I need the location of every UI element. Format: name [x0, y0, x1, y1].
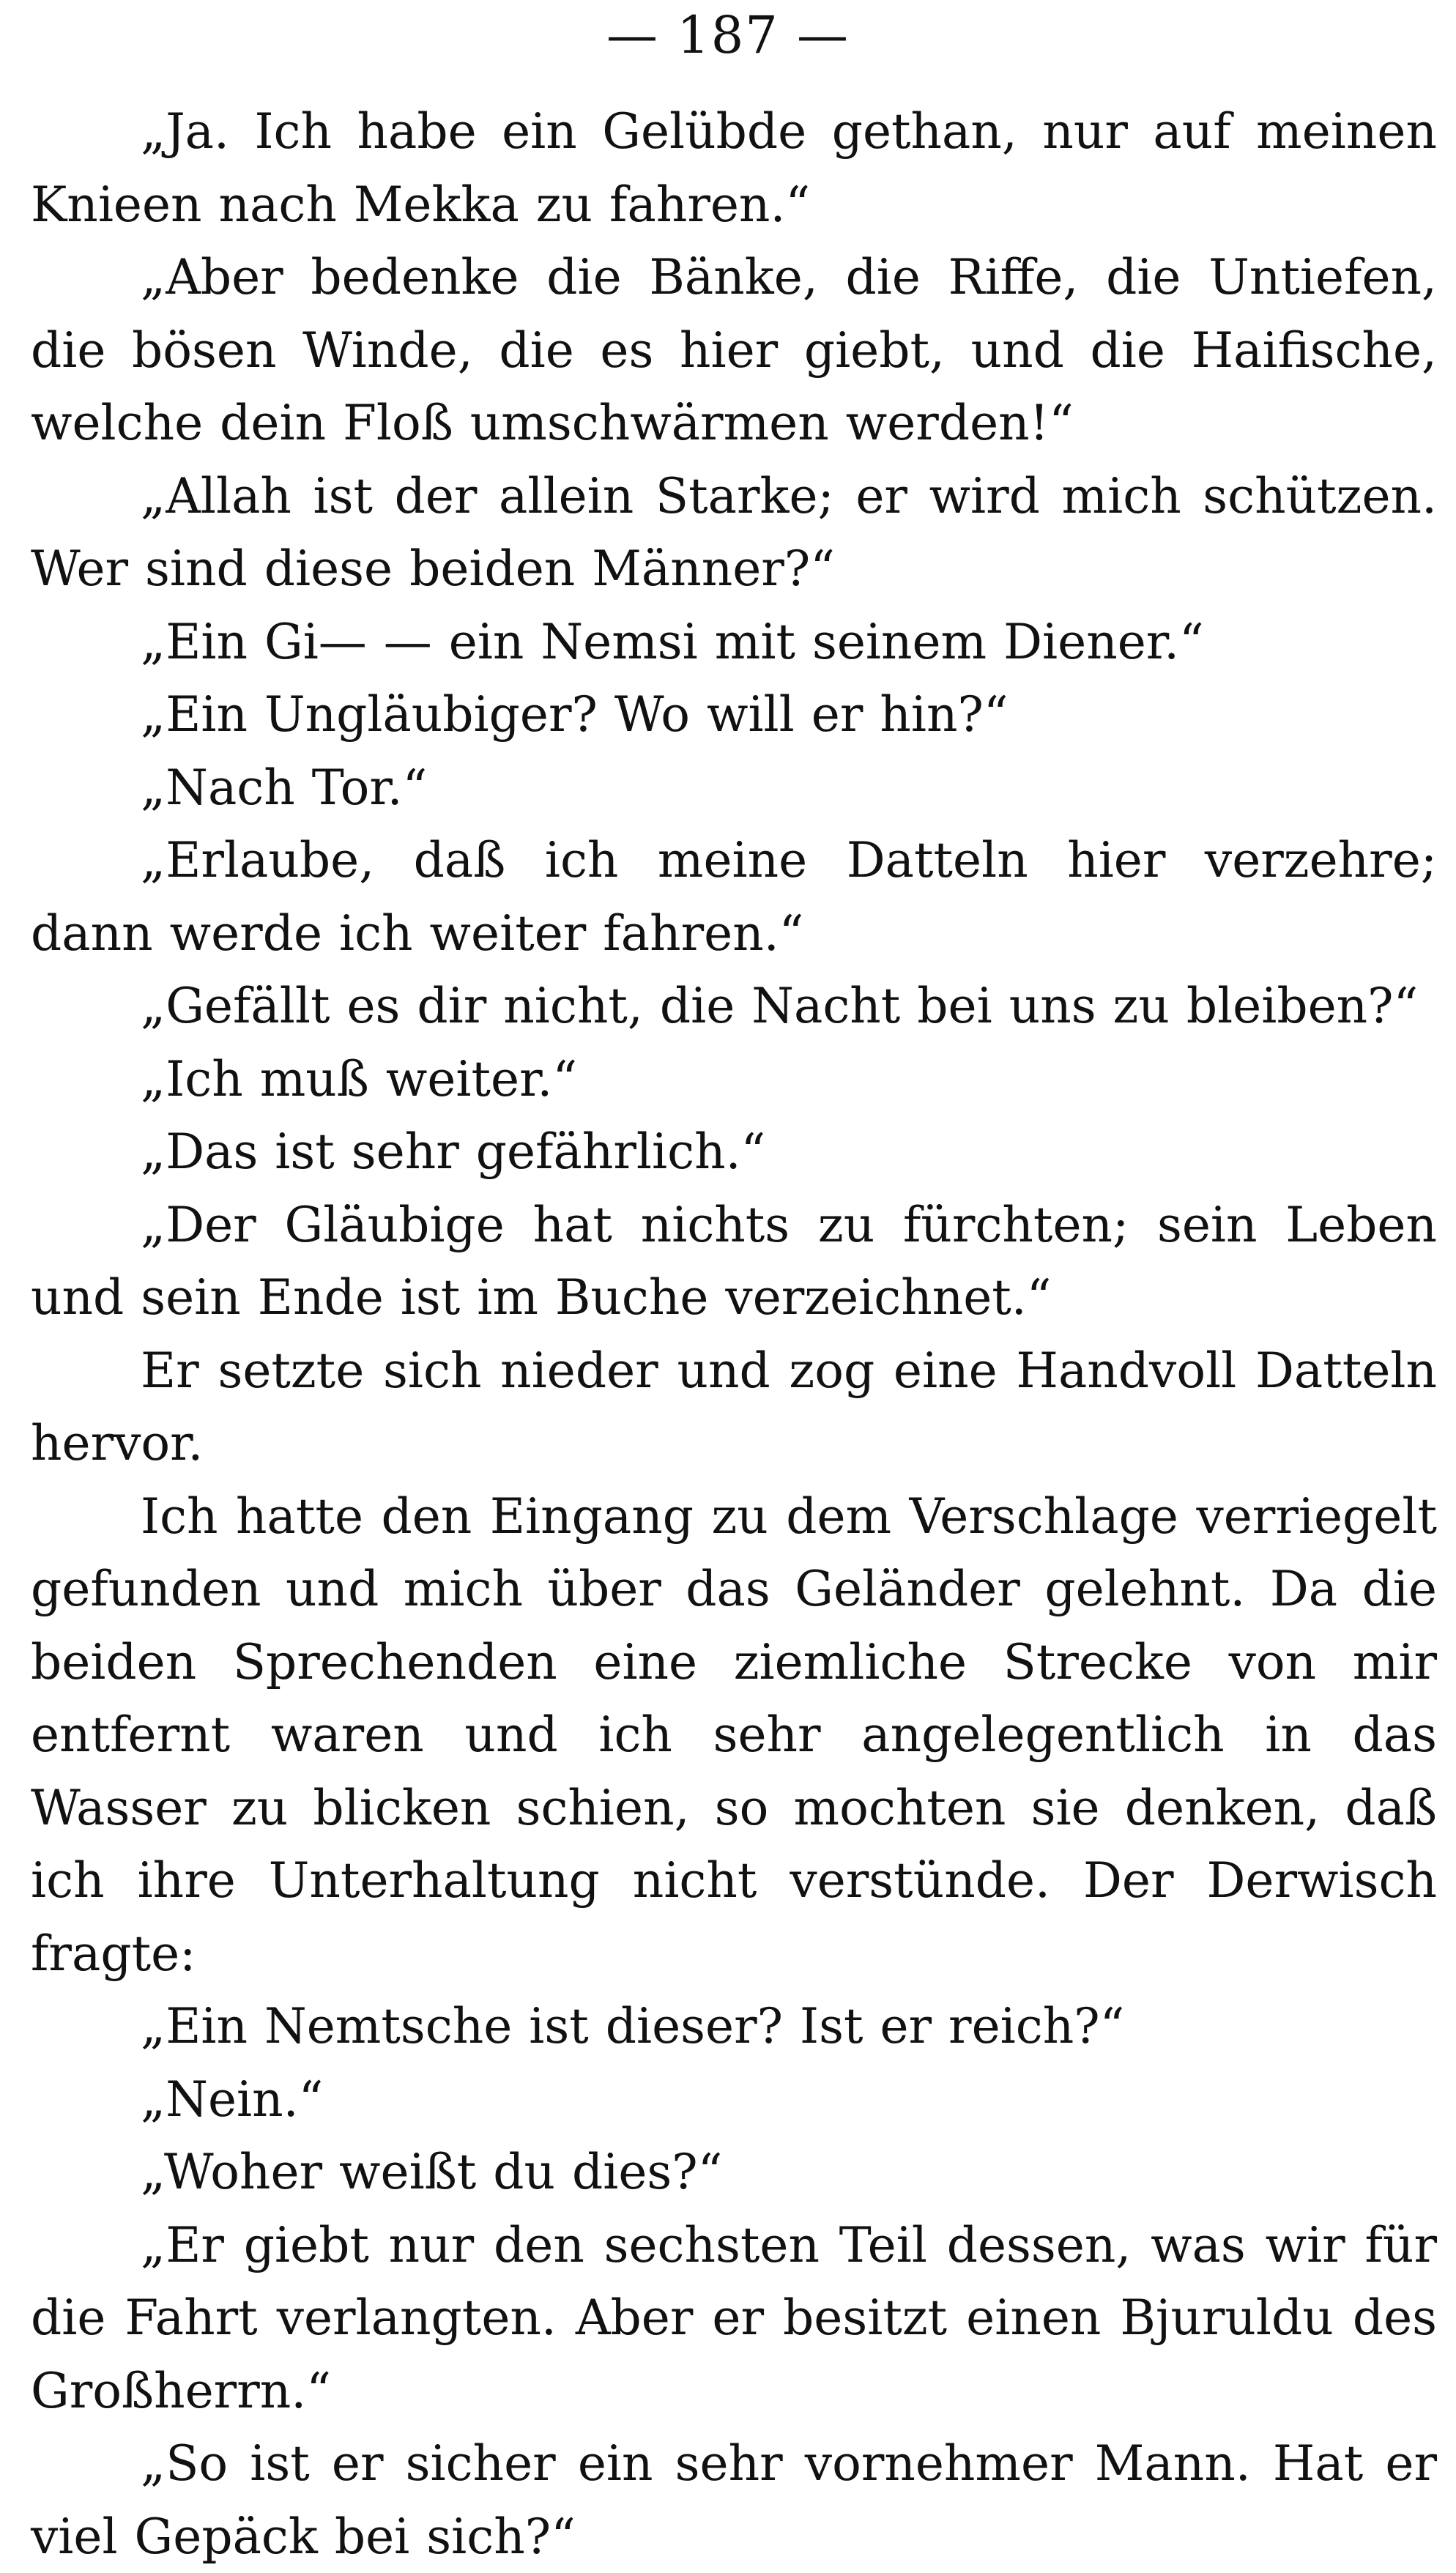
- paragraph: Ich hatte den Eingang zu dem Verschlage verriegelt gefunden und mich über das Geländer gelehnt. Da die beiden Sprechenden eine ziemliche Strecke von mir entfernt waren und ich sehr angelegentlich in das Wasser zu blicken schien, so mochten sie denken, daß ich ihre Unterhaltung nicht verstünde. Der Derwisch fragte:: [31, 1488, 1437, 1982]
- paragraph: „Nein.“: [141, 2071, 324, 2128]
- paragraph: „Das ist sehr gefährlich.“: [141, 1124, 766, 1180]
- paragraph: „Ein Ungläubiger? Wo will er hin?“: [141, 686, 1009, 743]
- paragraph: „Erlaube, daß ich meine Datteln hier verzehre; dann werde ich weiter fahren.“: [31, 832, 1437, 962]
- paragraph: „Ein Gi— — ein Nemsi mit seinem Diener.“: [141, 613, 1204, 670]
- paragraph: „Gefällt es dir nicht, die Nacht bei uns zu bleiben?“: [141, 978, 1419, 1034]
- paragraph: „Aber bedenke die Bänke, die Riffe, die Untiefen, die bösen Winde, die es hier giebt, und die Haifische, welche dein Floß umschwärmen werden!“: [31, 249, 1437, 451]
- page-number: — 187 —: [606, 5, 850, 65]
- paragraph: „Ja. Ich habe ein Gelübde gethan, nur auf meinen Knieen nach Mekka zu fahren.“: [31, 103, 1437, 233]
- paragraph: „Er giebt nur den sechsten Teil dessen, was wir für die Fahrt verlangten. Aber er besitzt einen Bjuruldu des Großherrn.“: [31, 2216, 1437, 2419]
- paragraph: „So ist er sicher ein sehr vornehmer Mann. Hat er viel Gepäck bei sich?“: [31, 2435, 1437, 2565]
- paragraph: „Der Gläubige hat nichts zu fürchten; sein Leben und sein Ende ist im Buche verzeichnet.“: [31, 1196, 1437, 1326]
- paragraph: „Allah ist der allein Starke; er wird mich schützen. Wer sind diese beiden Männer?“: [31, 467, 1437, 597]
- paragraph: „Ein Nemtsche ist dieser? Ist er reich?“: [141, 1998, 1125, 2054]
- body-text: [31, 95, 1437, 2573]
- paragraph: „Ich muß weiter.“: [141, 1050, 578, 1107]
- paragraph: „Nach Tor.“: [141, 759, 428, 816]
- paragraph: Er setzte sich nieder und zog eine Handvoll Datteln hervor.: [31, 1342, 1437, 1471]
- paragraph: „Woher weißt du dies?“: [141, 2144, 723, 2200]
